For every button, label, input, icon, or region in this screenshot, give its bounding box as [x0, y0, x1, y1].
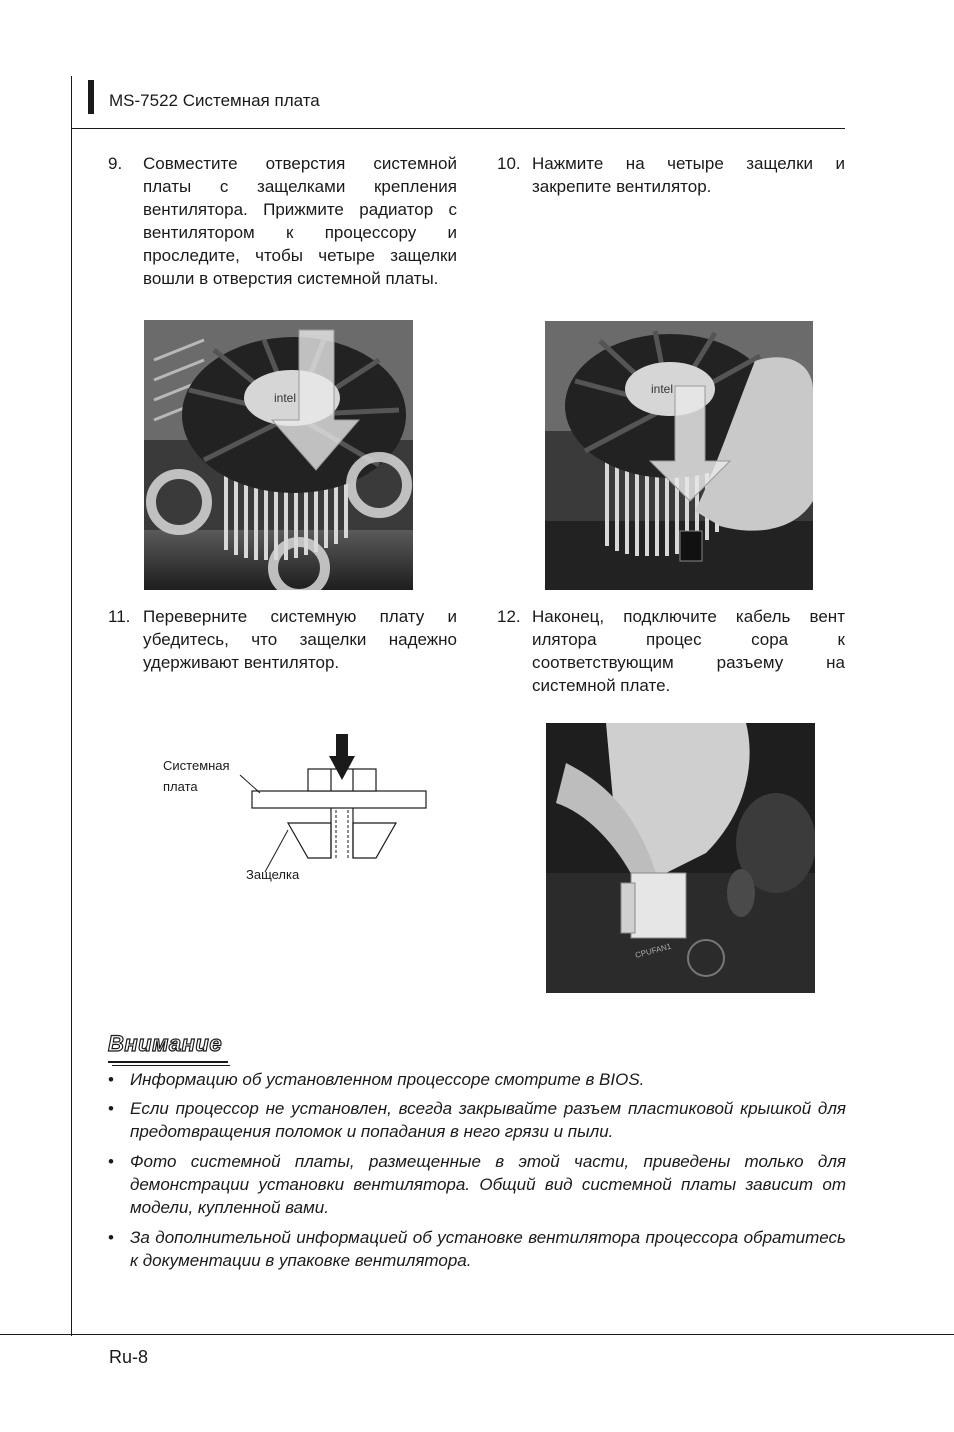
note-bullet-text: Фото системной платы, размещенные в этой части, приведены только для демонстрации установки вентилятора. Общий вид системной платы зависит от модели, купленной вами.	[130, 1152, 846, 1217]
header-rule	[71, 128, 845, 129]
step-text: Наконец, подключите кабель вент илятора процес сора к соответствующим разъему на системной плате.	[532, 607, 845, 695]
step-10	[497, 152, 845, 202]
note-bullet	[108, 1097, 848, 1145]
fan-cable-illustration	[546, 723, 815, 993]
photo-fan-cable	[546, 723, 815, 993]
footer-rule	[0, 1334, 954, 1335]
photo-pressing-latches	[545, 321, 813, 590]
bullet-symbol: •	[108, 1152, 114, 1171]
note-title-underline-shadow	[112, 1065, 230, 1066]
note-bullet	[108, 1068, 848, 1093]
bullet-symbol: •	[108, 1228, 114, 1247]
photo-cooler-alignment	[144, 320, 413, 590]
step-9	[108, 152, 458, 317]
latch-cross-section	[160, 730, 440, 890]
cpufan-silkscreen: CPUFAN1	[634, 941, 673, 960]
note-bullet-text: Информацию об установленном процессоре смотрите в BIOS.	[130, 1070, 645, 1089]
bullet-symbol: •	[108, 1099, 114, 1118]
step-text: Переверните системную плату и убедитесь, что защелки надежно удерживают вентилятор.	[143, 607, 457, 672]
note-bullet	[108, 1226, 848, 1274]
note-title-underline	[108, 1061, 228, 1063]
pressing-latches-illustration	[545, 321, 813, 590]
step-12	[497, 605, 845, 705]
board-label: Системная	[163, 758, 230, 773]
step-number: 11.	[108, 607, 131, 626]
intel-logo: intel	[274, 391, 297, 405]
left-margin-rule	[71, 76, 72, 1336]
page-number: Ru-8	[109, 1347, 149, 1367]
note-bullet-text: Если процессор не установлен, всегда закрывайте разъем пластиковой крышкой для предотвращения поломок и попадания в него грязи и пыли.	[130, 1099, 846, 1141]
step-number: 9.	[108, 154, 123, 173]
bullet-symbol: •	[108, 1070, 114, 1089]
note-bullet	[108, 1150, 848, 1220]
latch-diagram	[160, 730, 440, 890]
note-title: Внимание	[108, 1031, 223, 1056]
board-label-line2: плата	[163, 779, 198, 794]
step-text: Совместите отверстия системной платы с защелками крепления вентилятора. Прижмите радиатор с вентилятором к процессору и проследите, чтобы четыре защелки вошли в отверстия системной платы.	[143, 154, 457, 288]
step-text: Нажмите на четыре защелки и закрепите вентилятор.	[532, 154, 845, 196]
note-bullet-text: За дополнительной информацией об установке вентилятора процессора обратитесь к документации в упаковке вентилятора.	[130, 1228, 846, 1270]
intel-logo: intel	[651, 382, 674, 396]
page-header-title: MS-7522 Системная плата	[109, 91, 320, 110]
latch-label: Защелка	[246, 867, 300, 882]
header-marker	[88, 80, 94, 114]
step-11	[108, 605, 458, 680]
cooler-alignment-illustration	[144, 320, 413, 590]
step-number: 10.	[497, 154, 521, 173]
step-number: 12.	[497, 607, 521, 626]
